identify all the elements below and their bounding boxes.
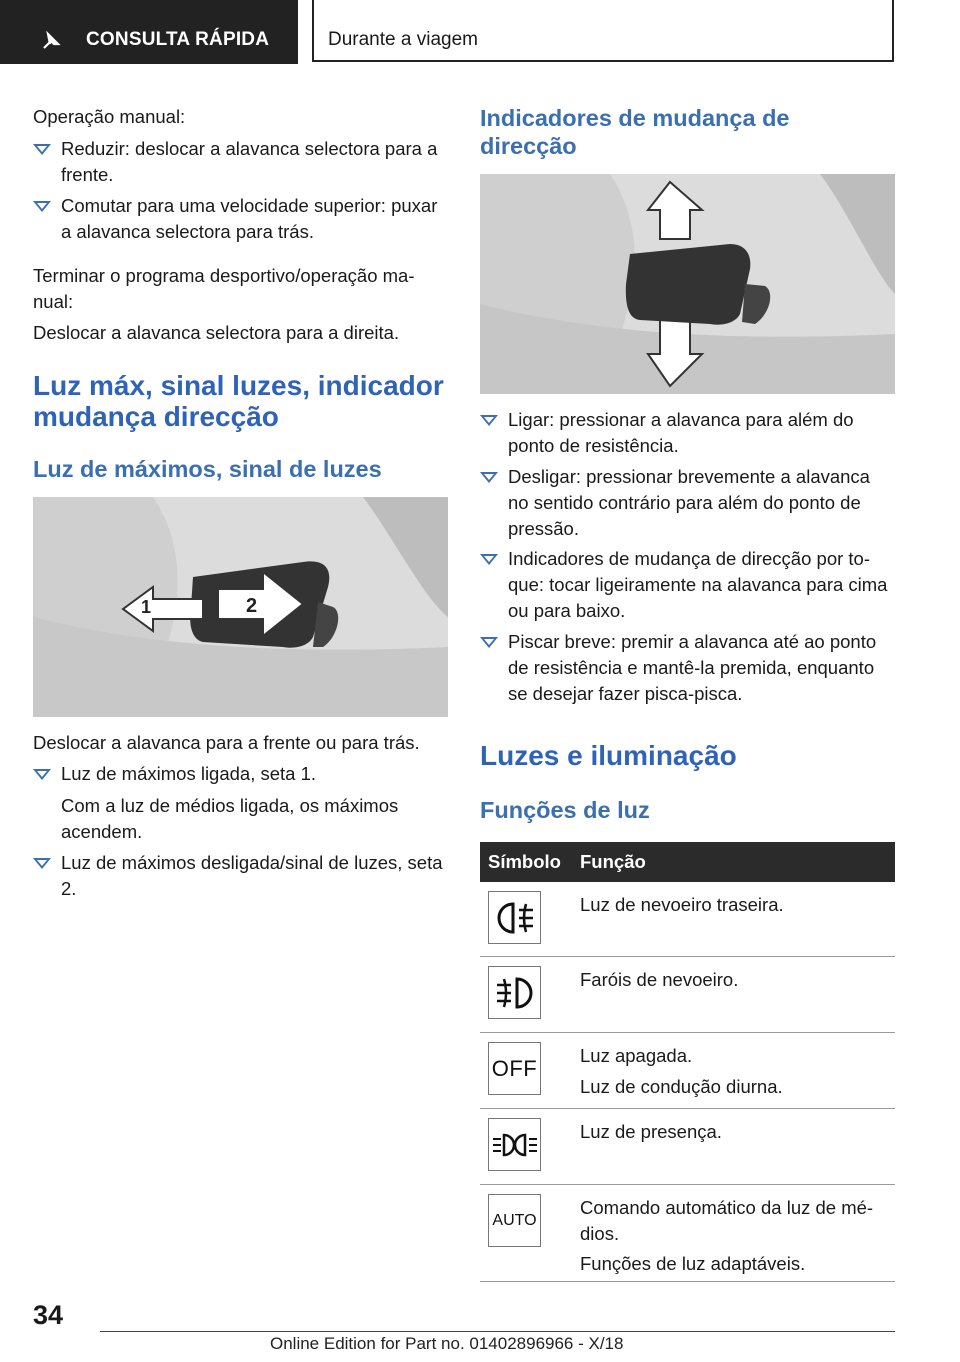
- bullet-arrow-icon: [480, 415, 498, 426]
- footer-divider: [100, 1331, 895, 1332]
- section-heading-high-beam: Luz máx, sinal luzes, indicador mudança direcção: [33, 370, 444, 432]
- turn-indicator-lever-illustration: [480, 174, 895, 394]
- arrow-label-1: 1: [141, 597, 152, 617]
- bullet-arrow-icon: [33, 144, 51, 155]
- high-beam-sub-text: Com a luz de médios ligada, os máximos acendem.: [61, 795, 399, 842]
- chapter-tab[interactable]: [312, 0, 894, 62]
- turn-indicator-lever-image: [480, 174, 895, 394]
- list-item: Comutar para uma velocidade superior: puxar a alavanca selectora para trás.: [33, 193, 448, 245]
- list-item: Ligar: pressionar a alavanca para além do ponto de resistência.: [480, 407, 895, 459]
- pushpin-icon: [40, 30, 62, 52]
- function-text: Luz de nevoeiro traseira.: [580, 894, 784, 915]
- manual-operation-intro: Operação manual:: [33, 106, 186, 127]
- edition-text: Online Edition for Part no. 01402896966 - X/18: [270, 1334, 624, 1353]
- off-icon: OFF: [488, 1042, 541, 1095]
- list-item: Luz de máximos desligada/sinal de luzes, seta 2.: [33, 850, 448, 902]
- list-item: Reduzir: deslocar a alavanca selectora para a frente.: [33, 136, 448, 188]
- arrow-label-2: 2: [246, 595, 258, 617]
- section-heading-lights: Luzes e iluminação: [480, 740, 737, 771]
- page-number: 34: [33, 1300, 64, 1330]
- rear-fog-light-icon: [488, 891, 541, 944]
- table-row: [480, 1033, 895, 1109]
- bullet-arrow-icon: [33, 858, 51, 869]
- function-text: Comando automático da luz de mé‐dios.: [580, 1197, 874, 1244]
- high-beam-lever-illustration: [33, 497, 448, 717]
- parking-light-icon: [488, 1118, 541, 1171]
- table-row: [480, 957, 895, 1033]
- light-functions-table: [480, 842, 895, 1282]
- bullet-arrow-icon: [480, 637, 498, 648]
- subsection-heading-indicators: Indicadores de mudança de direcção: [480, 105, 790, 159]
- section-tab[interactable]: [0, 0, 298, 64]
- section-label: CONSULTA RÁPIDA: [86, 29, 270, 50]
- list-item: Desligar: pressionar brevemente a alavanca no sentido contrário para além do ponto de pressão.: [480, 464, 895, 542]
- column-header-function: Função: [580, 851, 646, 872]
- bullet-arrow-icon: [33, 769, 51, 780]
- table-row: [480, 1185, 895, 1282]
- lever-move-text: Deslocar a alavanca para a frente ou para trás.: [33, 732, 420, 753]
- list-item: Indicadores de mudança de direcção por to‐que: tocar ligeiramente na alavanca para cima ou para baixo.: [480, 546, 895, 624]
- front-fog-light-icon: [488, 966, 541, 1019]
- bullet-arrow-icon: [33, 201, 51, 212]
- table-row: [480, 1109, 895, 1185]
- column-header-symbol: Símbolo: [488, 851, 561, 872]
- end-program-text: Terminar o programa desportivo/operação ma‐nual:: [33, 265, 415, 312]
- function-text: Luz de condução diurna.: [580, 1076, 783, 1097]
- high-beam-lever-image: [33, 497, 448, 717]
- function-text: Luz apagada.: [580, 1045, 693, 1066]
- bullet-arrow-icon: [480, 472, 498, 483]
- table-header: [480, 842, 895, 882]
- subsection-heading-high-beam: Luz de máximos, sinal de luzes: [33, 456, 382, 482]
- subsection-heading-light-functions: Funções de luz: [480, 797, 650, 823]
- list-item: Luz de máximos ligada, seta 1.: [33, 761, 448, 787]
- function-text: Faróis de nevoeiro.: [580, 969, 739, 990]
- function-text: Funções de luz adaptáveis.: [580, 1253, 806, 1274]
- table-row: [480, 882, 895, 957]
- function-text: Luz de presença.: [580, 1121, 722, 1142]
- chapter-label: Durante a viagem: [328, 29, 478, 50]
- bullet-arrow-icon: [480, 554, 498, 565]
- auto-icon: AUTO: [488, 1194, 541, 1247]
- list-item: Piscar breve: premir a alavanca até ao ponto de resistência e mantê-la premida, enquanto se desejar fazer pisca-pisca.: [480, 629, 895, 707]
- end-program-action: Deslocar a alavanca selectora para a direita.: [33, 322, 400, 343]
